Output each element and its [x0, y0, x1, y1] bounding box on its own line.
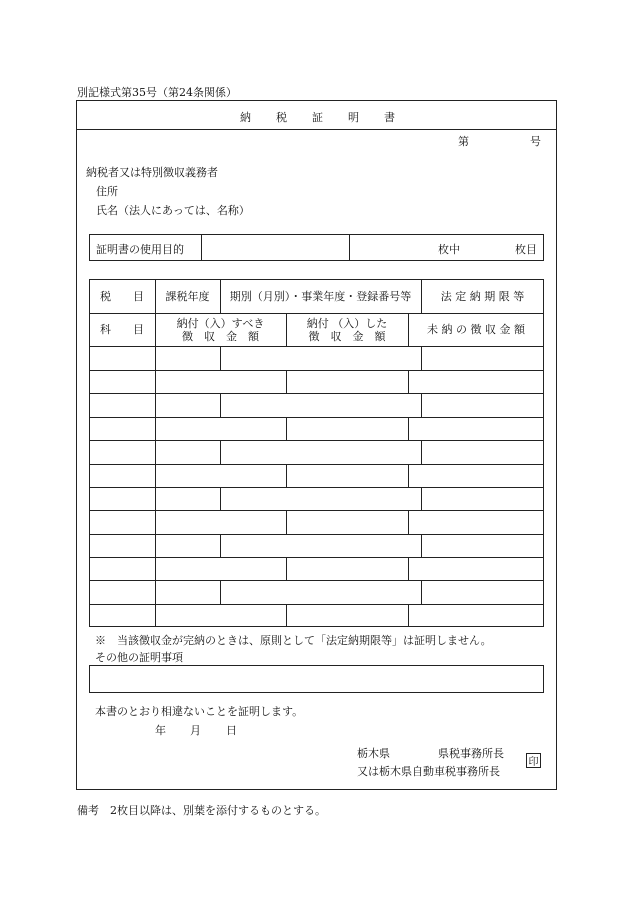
header-item: 科 目: [100, 323, 144, 336]
number-prefix: 第: [458, 135, 469, 148]
sheets-total: 枚中: [438, 243, 460, 256]
name-label: 氏名（法人にあっては、名称）: [96, 204, 250, 217]
header-tax-year: 課税年度: [165, 289, 210, 303]
issuer-alt-office: 又は栃木県自動車税事務所長: [357, 765, 500, 778]
header-due-date: 法 定 納 期 限 等: [440, 289, 525, 303]
date-day: 日: [226, 724, 237, 737]
header-unpaid: 未 納 の 徴 収 金 額: [427, 323, 525, 336]
other-matters-label: その他の証明事項: [95, 651, 183, 664]
sheet-number: 枚目: [515, 243, 537, 256]
address-label: 住所: [96, 185, 118, 198]
date-month: 月: [190, 724, 201, 737]
issuer-office: 県税事務所長: [438, 747, 504, 760]
taxpayer-label: 納税者又は特別徴収義務者: [86, 166, 218, 179]
issuer-pref: 栃木県: [357, 747, 390, 760]
certify-text: 本書のとおり相違ないことを証明します。: [95, 705, 304, 718]
header-period: 期別（月別）・事業年度・登録番号等: [229, 289, 412, 303]
date-year: 年: [155, 724, 166, 737]
form-label: 別記様式第35号（第24条関係）: [77, 86, 237, 99]
form-title: 納 税 証 明 書: [240, 111, 396, 124]
remarks: 備考 2枚目以降は、別葉を添付するものとする。: [77, 804, 326, 817]
other-matters-field[interactable]: [89, 665, 544, 693]
seal-mark: 印: [526, 753, 541, 768]
header-amount-due: 納付（入）すべき 徴 収 金 額: [176, 316, 265, 343]
note: ※ 当該徴収金が完納のときは、原則として「法定納期限等」は証明しません。: [95, 634, 492, 647]
title-divider: [76, 129, 557, 130]
number-suffix: 号: [530, 135, 541, 148]
header-amount-paid: 納付 （入）した 徴 収 金 額: [306, 316, 388, 343]
purpose-label: 証明書の使用目的: [96, 243, 184, 256]
header-tax-item: 税 目: [100, 289, 144, 303]
